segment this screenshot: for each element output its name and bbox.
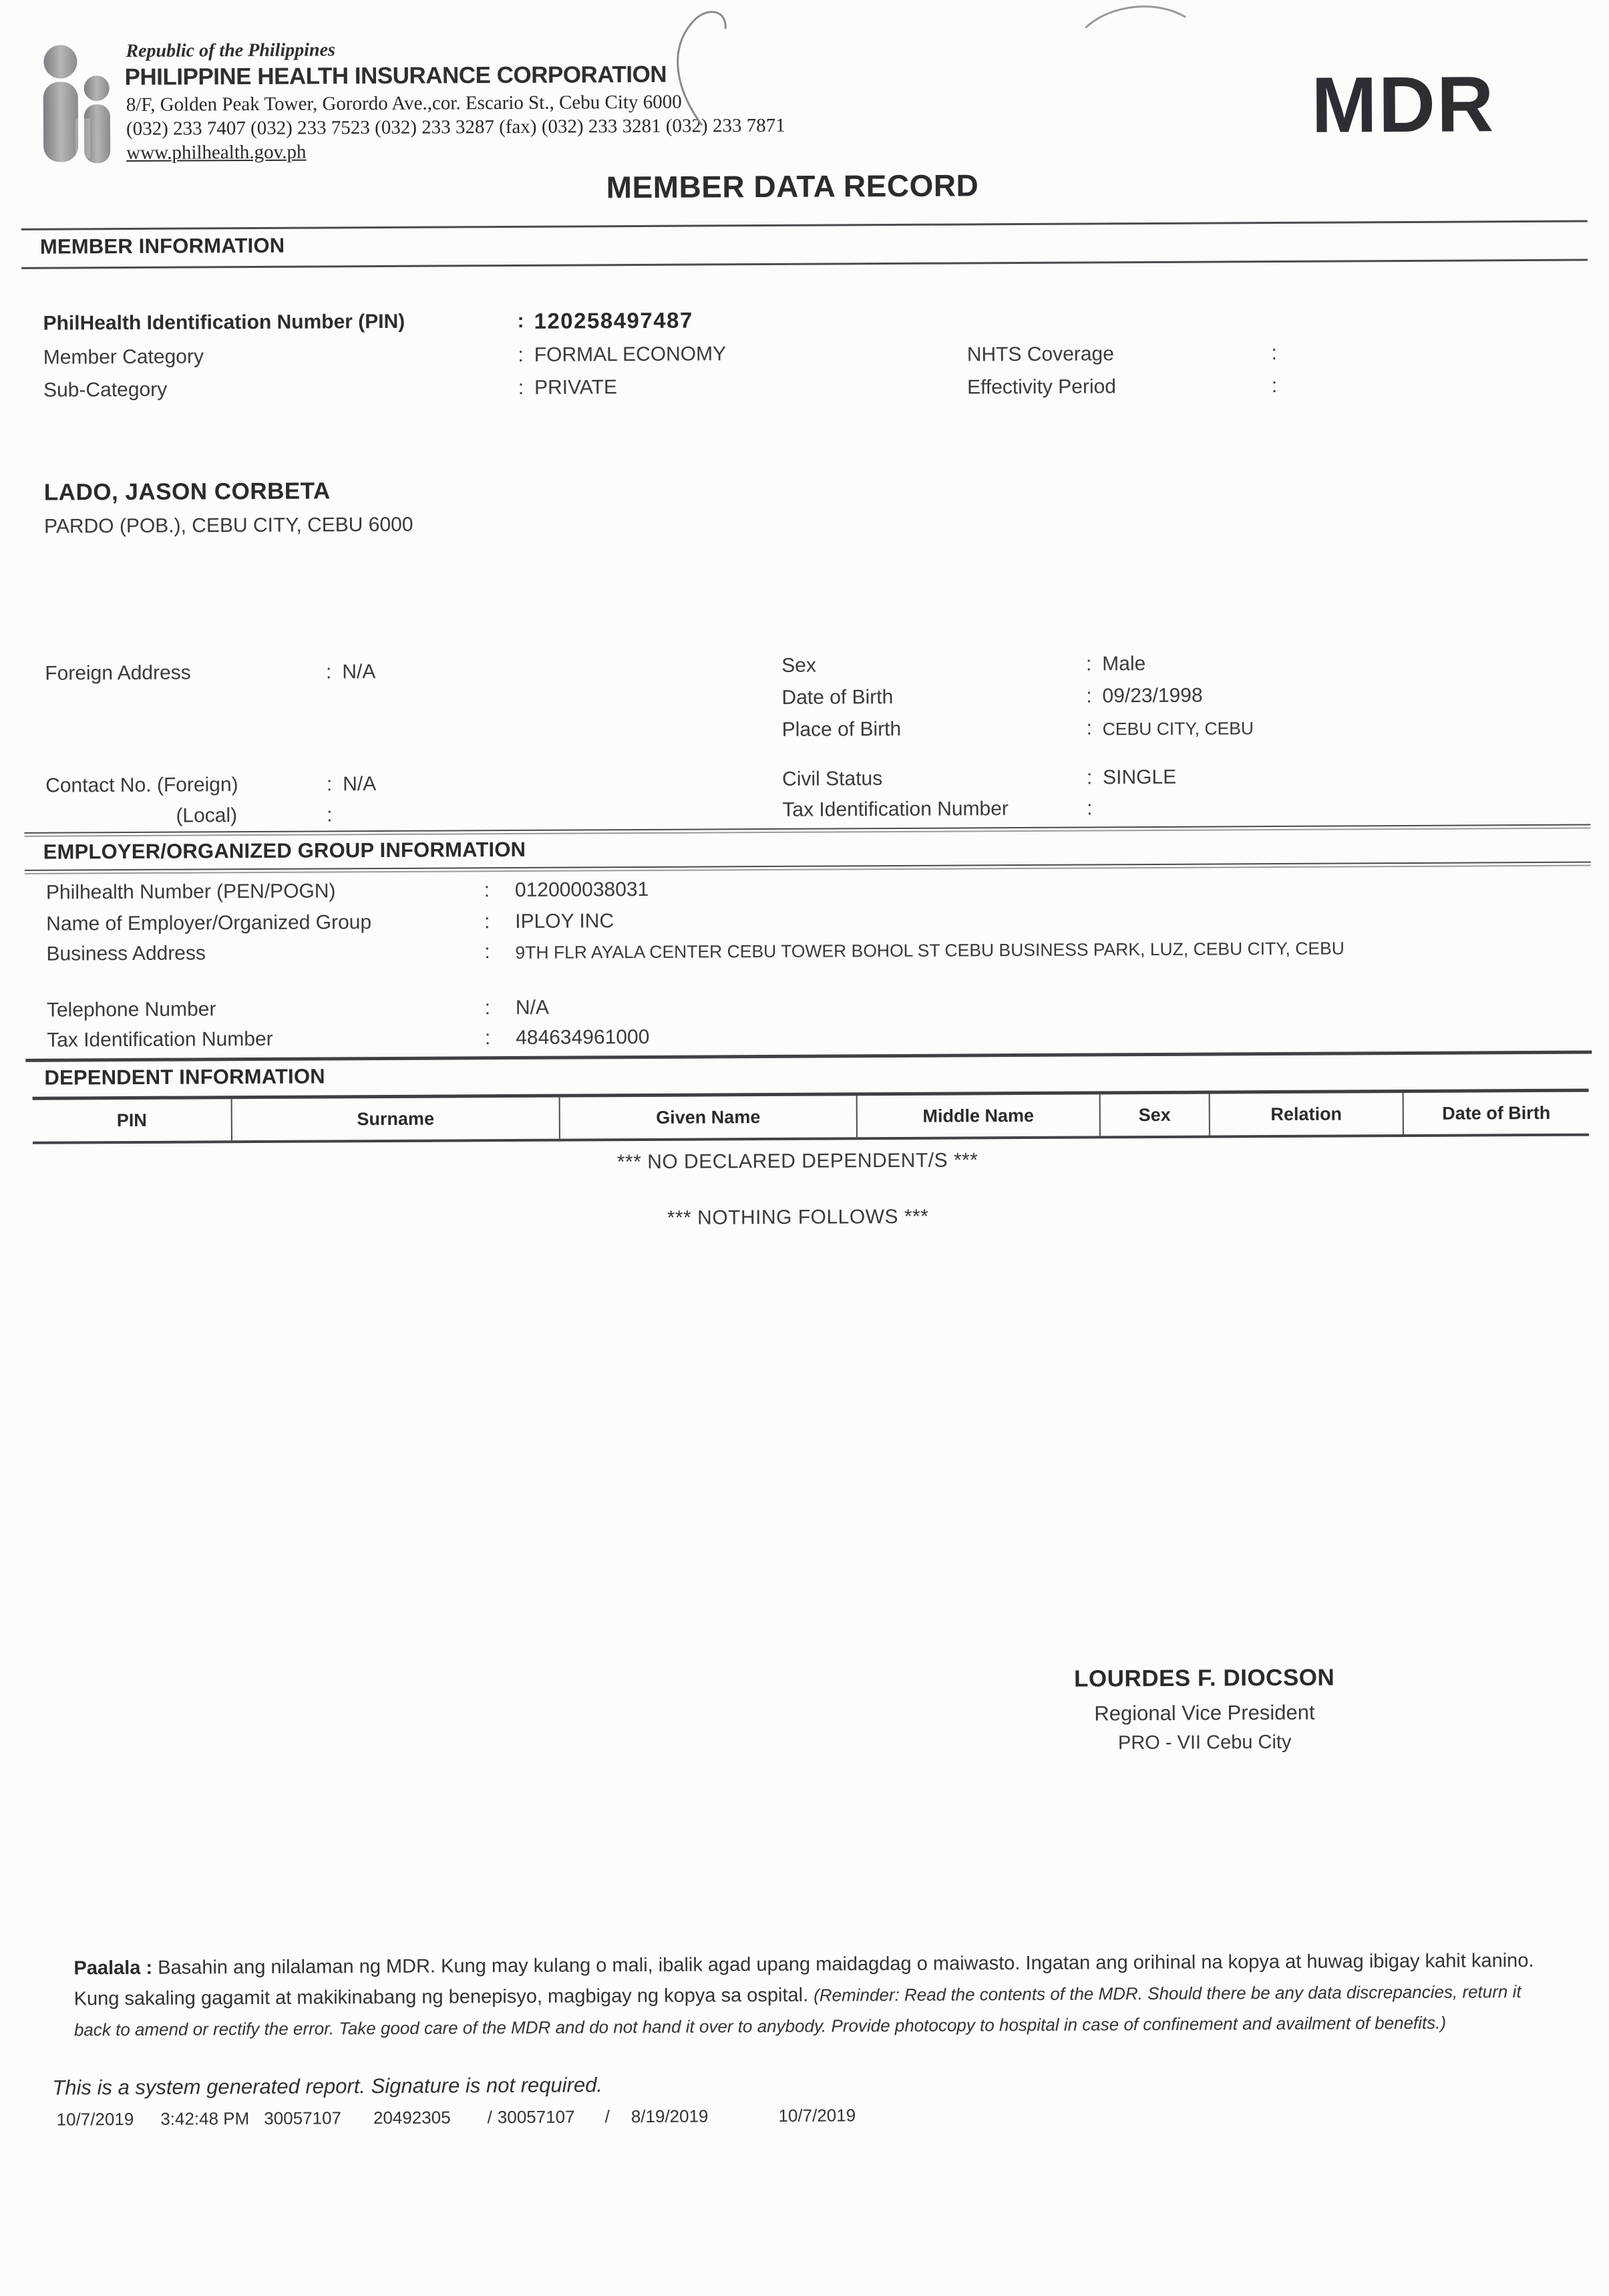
business-address-value: 9TH FLR AYALA CENTER CEBU TOWER BOHOL ST CEBU BUSINESS PARK, LUZ, CEBU CITY, CEBU xyxy=(515,938,1345,963)
pin-value: 120258497487 xyxy=(534,307,693,333)
nothing-follows-note: *** NOTHING FOLLOWS *** xyxy=(667,1205,929,1229)
signatory-block xyxy=(970,1664,1439,1756)
colon: : xyxy=(517,309,524,332)
column-header-pin: PIN xyxy=(116,1110,147,1130)
pen-value: 012000038031 xyxy=(514,878,649,901)
signatory-name: LOURDES F. DIOCSON xyxy=(1074,1664,1335,1692)
field-place-of-birth xyxy=(782,716,1254,742)
philhealth-logo-icon xyxy=(35,38,122,172)
field-label: Member Category xyxy=(43,345,204,369)
meta-slash: / xyxy=(604,2106,610,2127)
meta-print-date: 10/7/2019 xyxy=(56,2108,134,2130)
header-republic: Republic of the Philippines xyxy=(126,39,335,62)
section-employer-information: EMPLOYER/ORGANIZED GROUP INFORMATION xyxy=(43,837,526,864)
field-label: Foreign Address xyxy=(45,661,191,685)
field-label: Tax Identification Number xyxy=(47,1027,273,1051)
section-dependent-information: DEPENDENT INFORMATION xyxy=(44,1064,325,1090)
field-label: Place of Birth xyxy=(781,717,902,741)
sub-category-value: PRIVATE xyxy=(534,376,618,399)
field-nhts-coverage xyxy=(967,342,1288,367)
reminder-english: (Reminder: Read the contents of the MDR. Should there be any data discrepancies, return it back to amend or rectify the error. Take good care of the MDR and do not hand it over to anybody. Provide photocopy to hospital in case of confinement and availment of benefits.) xyxy=(73,1981,1522,2040)
field-label: Tax Identification Number xyxy=(782,798,1009,821)
signatory-office: PRO - VII Cebu City xyxy=(1117,1731,1292,1754)
field-label: Contact No. (Foreign) xyxy=(45,774,238,797)
field-sub-category xyxy=(43,376,617,401)
field-telephone xyxy=(47,997,549,1022)
colon: : xyxy=(1271,374,1278,397)
field-civil-status xyxy=(782,766,1176,791)
meta-number: 30057107 xyxy=(497,2106,575,2128)
field-contact-local xyxy=(45,804,343,828)
signatory-title: Regional Vice President xyxy=(1094,1700,1315,1726)
field-label: (Local) xyxy=(176,804,238,827)
employer-name-value: IPLOY INC xyxy=(515,910,614,933)
field-pin xyxy=(43,309,693,337)
colon: : xyxy=(1087,797,1093,820)
field-effectivity-period xyxy=(967,375,1288,399)
field-label: NHTS Coverage xyxy=(966,343,1114,366)
header-website: www.philhealth.gov.ph xyxy=(126,141,307,164)
report-metadata-row xyxy=(57,2105,856,2130)
field-label: Sex xyxy=(781,654,817,677)
meta-print-time: 3:42:48 PM xyxy=(160,2108,250,2129)
field-label: Effectivity Period xyxy=(966,375,1117,399)
colon: : xyxy=(1086,685,1092,707)
meta-number: 20492305 xyxy=(373,2107,451,2128)
column-header-surname: Surname xyxy=(231,1098,559,1141)
field-employer-tin xyxy=(47,1026,649,1052)
field-label: PhilHealth Identification Number (PIN) xyxy=(43,310,405,335)
colon: : xyxy=(518,343,524,366)
colon: : xyxy=(1086,717,1092,740)
foreign-address-value: N/A xyxy=(342,661,376,683)
employer-tin-value: 484634961000 xyxy=(516,1025,650,1049)
member-category-value: FORMAL ECONOMY xyxy=(534,343,727,366)
colon: : xyxy=(484,941,490,963)
colon: : xyxy=(327,804,333,826)
pob-value: CEBU CITY, CEBU xyxy=(1102,718,1254,740)
mdr-wordmark: MDR xyxy=(1311,60,1495,150)
reminder-paragraph xyxy=(73,1946,1560,2045)
member-address: PARDO (POB.), CEBU CITY, CEBU 6000 xyxy=(44,513,413,538)
telephone-value: N/A xyxy=(515,996,550,1019)
field-label: Name of Employer/Organized Group xyxy=(46,911,372,935)
dob-value: 09/23/1998 xyxy=(1102,684,1203,707)
divider xyxy=(21,259,1588,269)
field-foreign-address xyxy=(45,661,375,685)
sex-value: Male xyxy=(1102,653,1146,675)
meta-number: 30057107 xyxy=(264,2108,342,2128)
dependents-table xyxy=(33,1089,1589,1144)
meta-slash: / xyxy=(487,2107,492,2128)
scan-artifact-curve xyxy=(1082,0,1189,31)
colon: : xyxy=(484,1027,491,1049)
column-header-given-name: Given Name xyxy=(559,1096,856,1138)
field-label: Business Address xyxy=(46,942,206,965)
colon: : xyxy=(1085,653,1092,675)
column-header-relation: Relation xyxy=(1209,1093,1403,1136)
field-pen xyxy=(46,878,649,905)
field-member-tin xyxy=(782,797,1103,822)
colon: : xyxy=(326,773,333,796)
colon: : xyxy=(1271,341,1278,365)
field-business-address xyxy=(46,936,1345,965)
field-sex xyxy=(781,653,1145,677)
field-date-of-birth xyxy=(781,685,1202,709)
member-name: LADO, JASON CORBETA xyxy=(43,478,331,506)
field-contact-foreign xyxy=(45,773,376,798)
no-dependents-note: *** NO DECLARED DEPENDENT/S *** xyxy=(616,1149,978,1174)
meta-date: 8/19/2019 xyxy=(631,2106,709,2127)
field-label: Sub-Category xyxy=(43,378,168,401)
civil-status-value: SINGLE xyxy=(1103,766,1177,789)
contact-foreign-value: N/A xyxy=(343,773,377,796)
colon: : xyxy=(326,661,332,683)
field-label: Telephone Number xyxy=(46,998,216,1021)
header-phone-numbers: (032) 233 7407 (032) 233 7523 (032) 233 3287 (fax) (032) 233 3281 (032) 233 7871 xyxy=(126,114,785,140)
header-corporation-name: PHILIPPINE HEALTH INSURANCE CORPORATION xyxy=(124,61,667,91)
reminder-tagalog: Basahin ang nilalaman ng MDR. Kung may kulang o mali, ibalik agad upang maidagdag o maiwasto. Ingatan ang orihinal na kopya at huwag ibigay kahit kanino. Kung sakaling gagamit at makikinabang ng benepisyo, magbigay ng kopya sa ospital. xyxy=(73,1950,1534,2010)
field-label: Date of Birth xyxy=(781,686,894,709)
meta-date: 10/7/2019 xyxy=(778,2105,856,2126)
section-member-information: MEMBER INFORMATION xyxy=(39,233,285,259)
field-label: Civil Status xyxy=(782,768,883,790)
field-member-category xyxy=(43,343,726,369)
colon: : xyxy=(484,997,491,1019)
colon: : xyxy=(518,376,524,399)
page-title: MEMBER DATA RECORD xyxy=(606,168,979,205)
divider xyxy=(25,1051,1592,1062)
colon: : xyxy=(484,879,490,902)
column-header-sex: Sex xyxy=(1099,1094,1209,1136)
header-address: 8/F, Golden Peak Tower, Gorordo Ave.,cor. Escario St., Cebu City 6000 xyxy=(126,91,682,116)
field-employer-name xyxy=(46,910,614,935)
colon: : xyxy=(484,911,490,933)
column-header-date-of-birth: Date of Birth xyxy=(1403,1092,1589,1134)
divider xyxy=(21,220,1588,230)
colon: : xyxy=(1086,766,1093,789)
column-header-middle-name: Middle Name xyxy=(856,1094,1099,1137)
field-label: Philhealth Number (PEN/POGN) xyxy=(45,880,336,904)
system-generated-note: This is a system generated report. Signature is not required. xyxy=(52,2073,603,2100)
reminder-label: Paalala : xyxy=(73,1957,153,1979)
